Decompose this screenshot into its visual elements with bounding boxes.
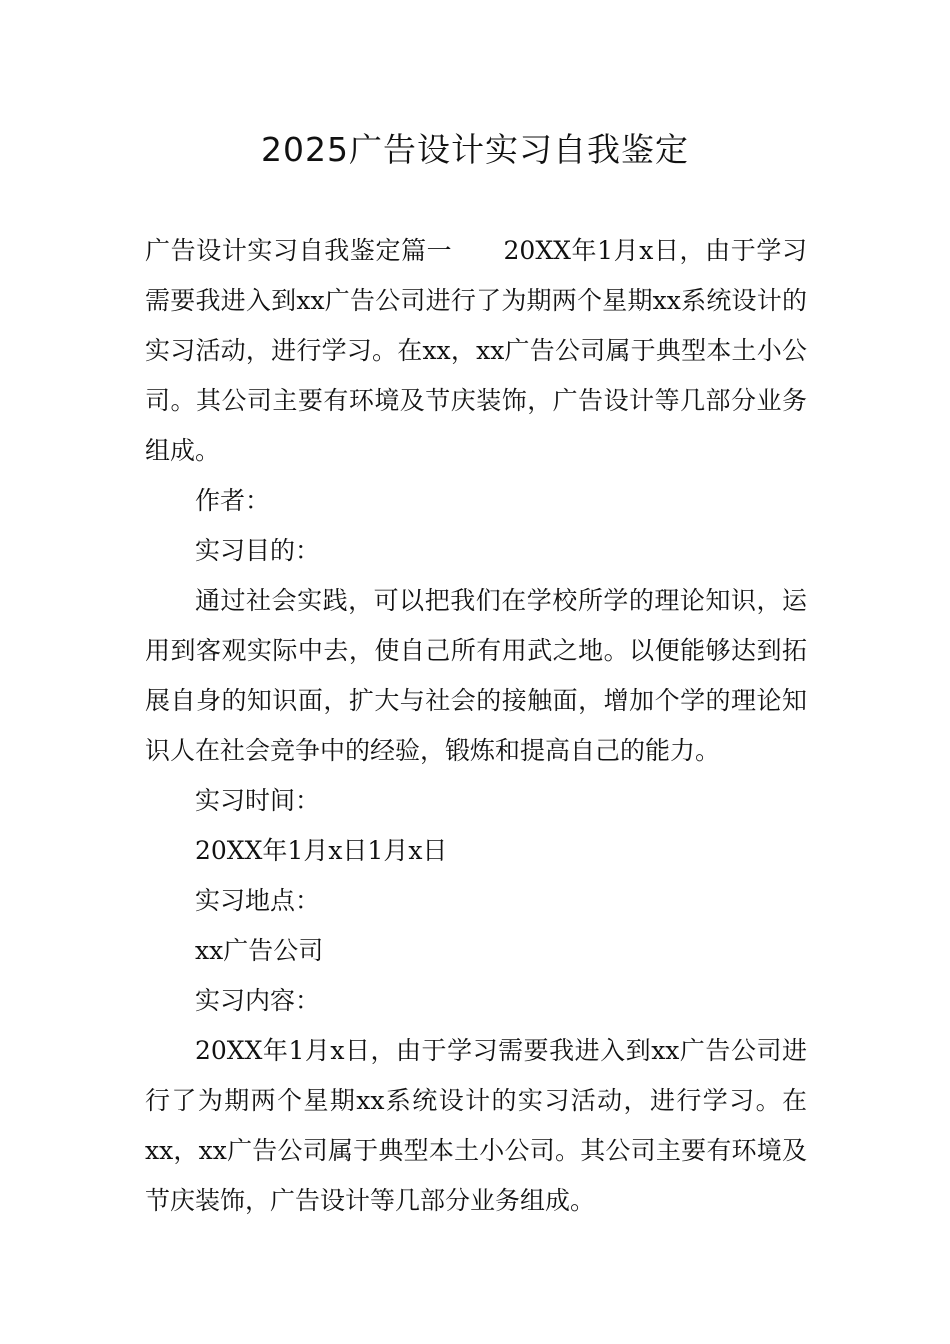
paragraph-author: 作者： xyxy=(195,486,271,515)
document-body xyxy=(145,226,807,1226)
paragraph-content: 20XX年1月x日，由于学习需要我进入到xx广告公司进行了为期两个星期xx系统设计的实习活动，进行学习。在xx，xx广告公司属于典型本土小公司。其公司主要有环境及节庆装饰，广告设计等几部分业务组成。 xyxy=(145,1036,807,1215)
paragraph-purpose: 通过社会实践，可以把我们在学校所学的理论知识，运用到客观实际中去，使自己所有用武之地。以便能够达到拓展自身的知识面，扩大与社会的接触面，增加个学的理论知识人在社会竞争中的经验，锻炼和提高自己的能力。 xyxy=(145,586,807,765)
document-title: 2025广告设计实习自我鉴定 xyxy=(261,130,689,169)
paragraph-location-heading: 实习地点： xyxy=(195,886,321,915)
paragraph-purpose-heading: 实习目的： xyxy=(195,536,321,565)
paragraph-time: 20XX年1月x日1月x日 xyxy=(195,836,448,865)
paragraph-intro: 广告设计实习自我鉴定篇一 20XX年1月x日，由于学习需要我进入到xx广告公司进行了为期两个星期xx系统设计的实习活动，进行学习。在xx，xx广告公司属于典型本土小公司。其公司主要有环境及节庆装饰，广告设计等几部分业务组成。 xyxy=(145,236,807,465)
paragraph-location: xx广告公司 xyxy=(195,936,324,965)
paragraph-time-heading: 实习时间： xyxy=(195,786,321,815)
paragraph-content-heading: 实习内容： xyxy=(195,986,321,1015)
